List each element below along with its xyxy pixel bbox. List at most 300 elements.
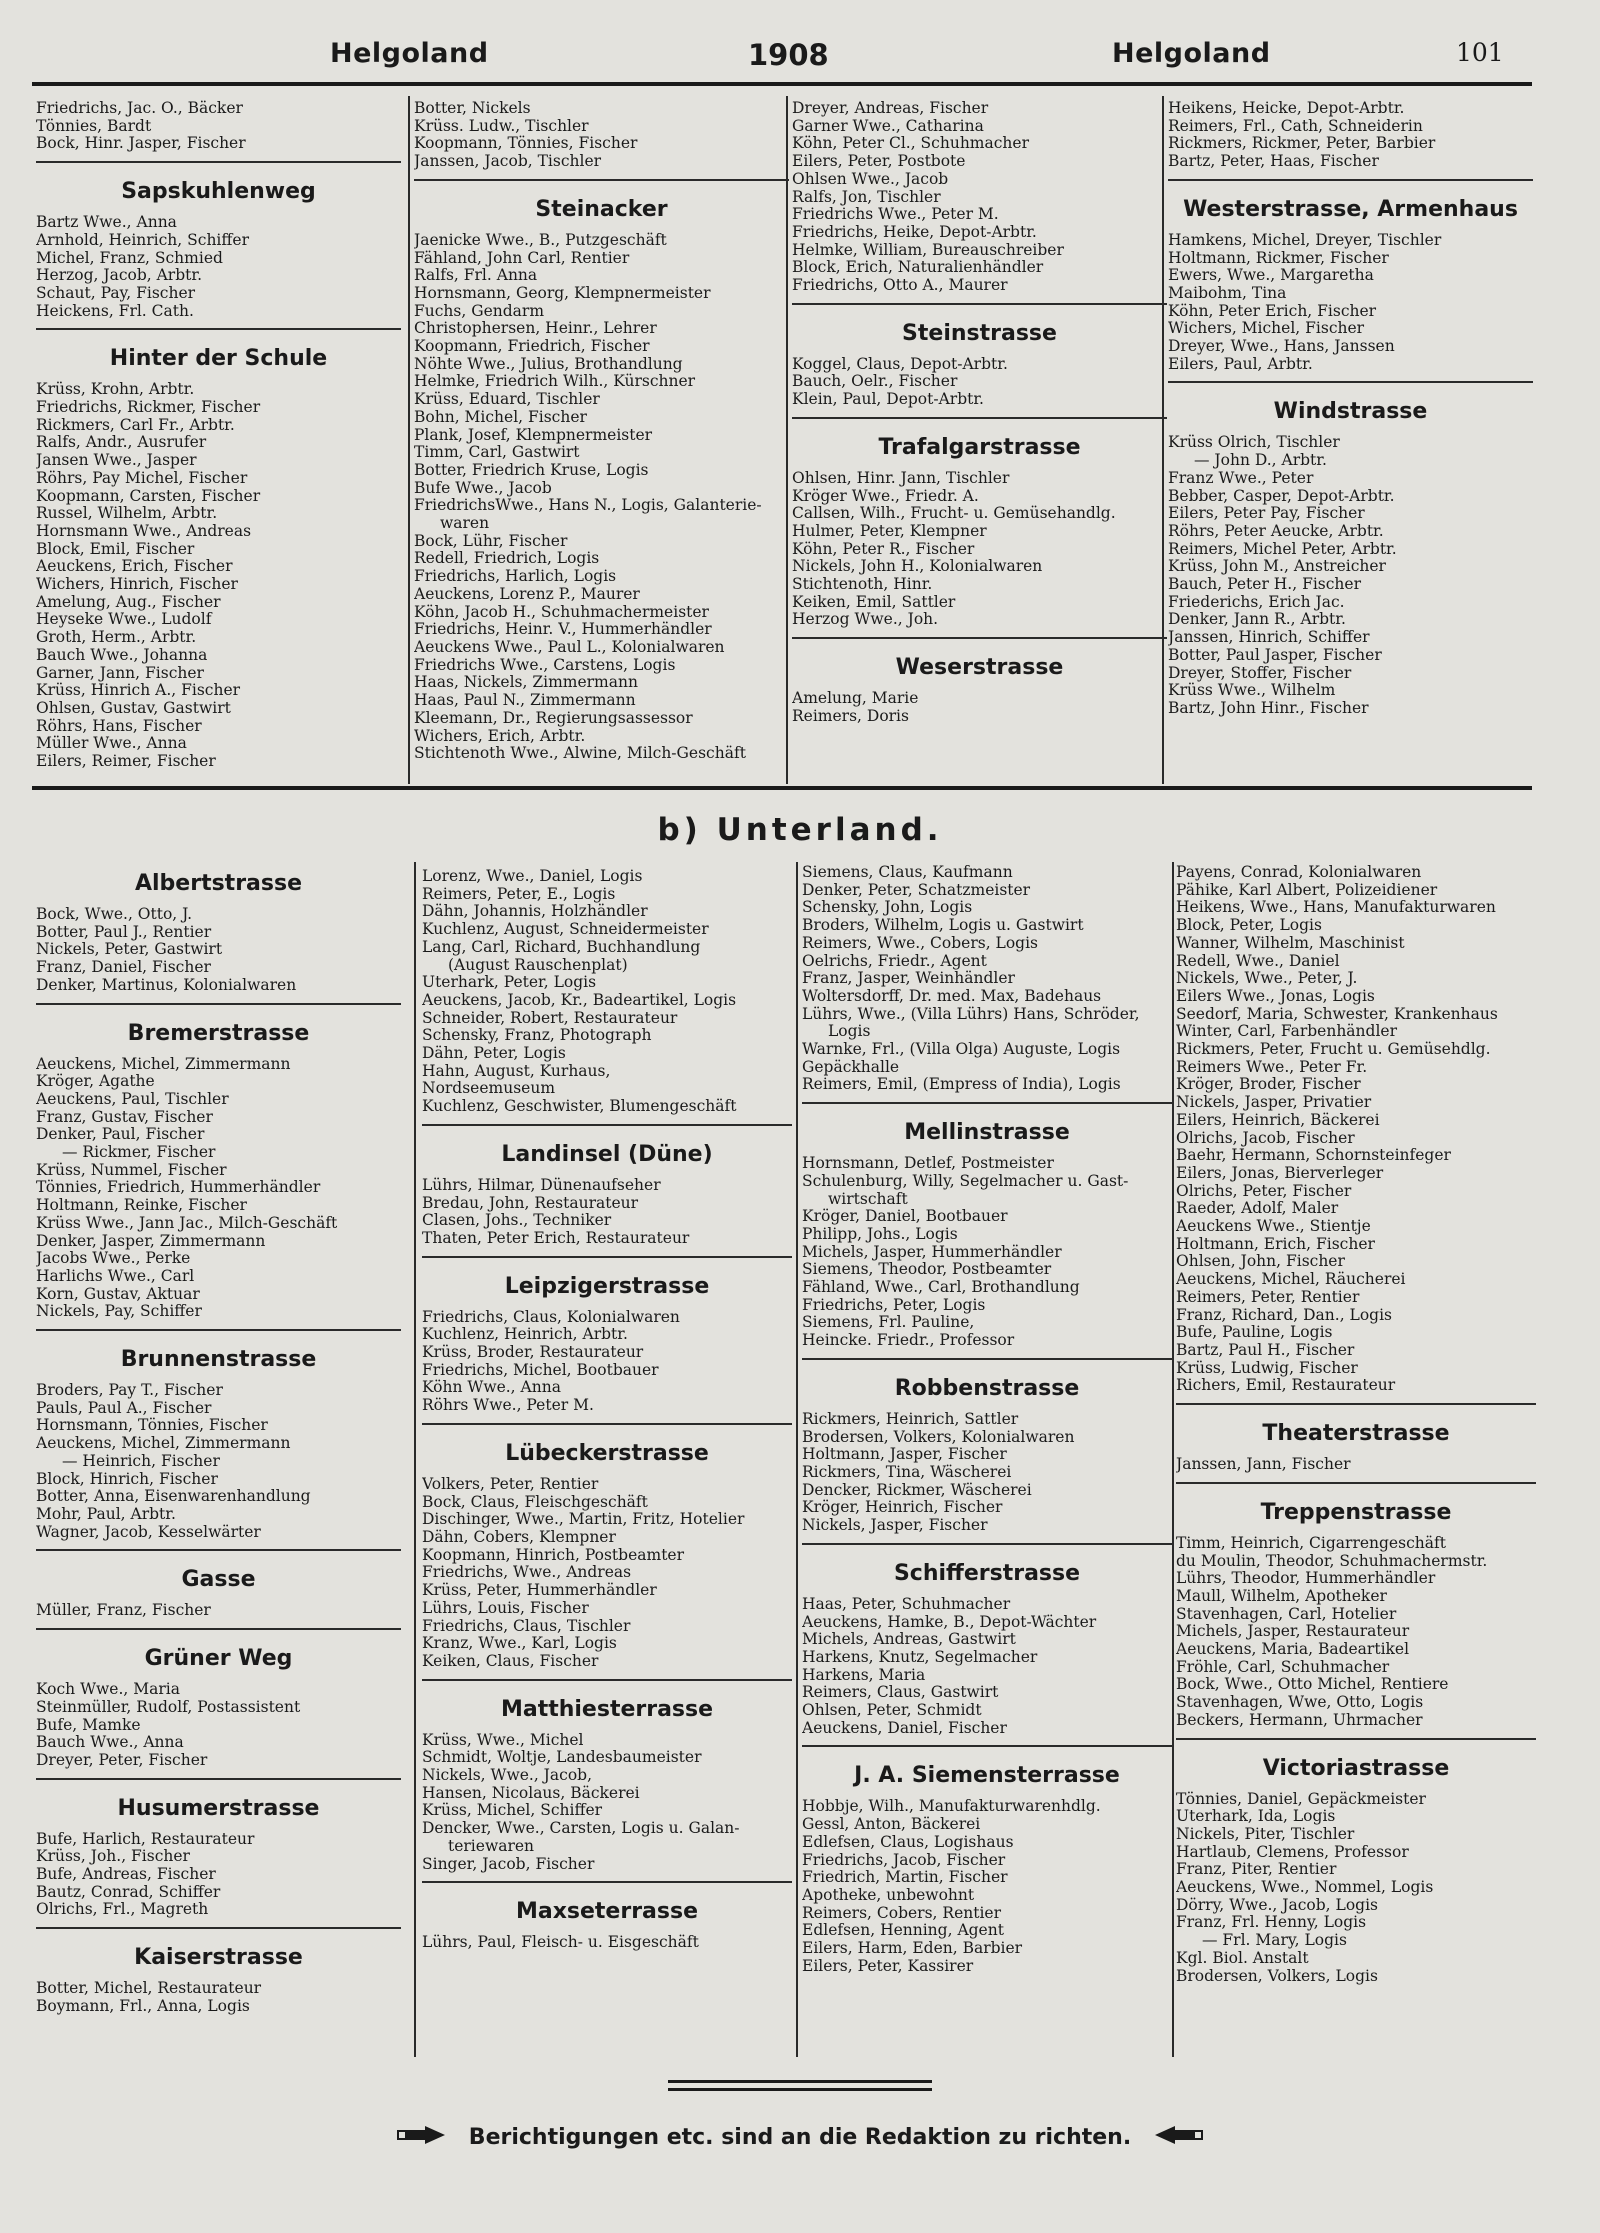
resident-entry: Janssen, Jann, Fischer (1176, 1456, 1351, 1474)
resident-entry: Korn, Gustav, Aktuar (36, 1285, 200, 1303)
resident-entry: Reimers, Michel Peter, Arbtr. (1168, 540, 1397, 558)
resident-entry: Gepäckhalle (802, 1058, 900, 1076)
street-section (802, 1376, 1172, 1545)
resident-entry: Krüss Ölrich, Tischler (1168, 434, 1340, 452)
pointing-hand-left-icon (1153, 2124, 1205, 2152)
resident-entry: Jacobs Wwe., Perke (36, 1250, 191, 1268)
resident-entry: Rickmers, Rickmer, Peter, Barbier (1168, 135, 1436, 153)
resident-entry: Dreyer, Peter, Fischer (36, 1751, 208, 1769)
resident-list (422, 1177, 792, 1248)
resident-entry: Friedrichs, Rickmer, Fischer (36, 399, 261, 417)
resident-entry: Thaten, Peter Erich, Restaurateur (422, 1229, 690, 1247)
resident-entry: Hobbje, Wilh., Manufakturwarenhdlg. (802, 1798, 1101, 1816)
resident-entry: Hulmer, Peter, Klempner (792, 522, 987, 540)
resident-list (1168, 434, 1533, 717)
street-section (36, 100, 401, 163)
resident-entry: Hansen, Nicolaus, Bäckerei (422, 1784, 640, 1802)
upper-column-1 (36, 100, 401, 785)
street-section (36, 871, 401, 1005)
resident-list (1176, 1535, 1536, 1730)
resident-list (792, 470, 1167, 629)
resident-entry: Bauch, Peter H., Fischer (1168, 576, 1361, 594)
resident-entry: Eilers, Paul, Arbtr. (1168, 355, 1313, 373)
resident-entry: Botter, Nickels (414, 100, 531, 117)
resident-entry: Schneider, Robert, Restaurateur (422, 1009, 678, 1027)
street-section (422, 1142, 792, 1258)
resident-entry: Aeuckens, Lorenz P., Maurer (414, 585, 640, 603)
resident-list (36, 1831, 401, 1920)
lower-column-3 (802, 864, 1172, 2064)
resident-entry: Boymann, Frl., Anna, Logis (36, 1997, 250, 2015)
resident-entry: Bufe, Mamke (36, 1716, 141, 1734)
resident-entry: Botter, Friedrich Kruse, Logis (414, 461, 649, 479)
resident-entry: Koopmann, Tönnies, Fischer (414, 135, 638, 153)
street-heading: J. A. Siemensterrasse (854, 1763, 1120, 1789)
resident-entry: Heincke. Friedr., Professor (802, 1332, 1015, 1350)
resident-entry: Botter, Michel, Restaurateur (36, 1980, 262, 1998)
resident-entry: Bebber, Casper, Depot-Arbtr. (1168, 487, 1395, 505)
resident-entry: Redell, Wwe., Daniel (1176, 952, 1340, 970)
header-year: 1908 (748, 38, 829, 72)
resident-entry: Franz, Piter, Rentier (1176, 1861, 1337, 1879)
resident-entry: Hornsmann, Georg, Klempnermeister (414, 284, 711, 302)
resident-entry: Franz, Richard, Dan., Logis (1176, 1306, 1393, 1324)
pointing-hand-right-icon (395, 2124, 447, 2152)
resident-entry: Tönnies, Bardt (36, 117, 152, 135)
resident-entry: Röhrs, Hans, Fischer (36, 717, 202, 735)
resident-entry: Eilers, Peter, Kassirer (802, 1957, 974, 1975)
resident-list (1168, 232, 1533, 374)
resident-list (1176, 864, 1536, 1395)
resident-entry: Krüss Wwe., Wilhelm (1168, 682, 1336, 700)
resident-entry: Timm, Heinrich, Cigarrengeschäft (1176, 1534, 1446, 1552)
resident-entry: Friedrichs, Claus, Tischler (422, 1617, 631, 1635)
resident-entry: Kleemann, Dr., Regierungsassessor (414, 709, 693, 727)
resident-entry: Friedrichs Wwe., Carstens, Logis (414, 656, 676, 674)
resident-entry: Krüss, Peter, Hummerhändler (422, 1582, 657, 1600)
section-rule (422, 1679, 792, 1681)
resident-entry: Aeuckens, Jacob, Kr., Badeartikel, Logis (422, 991, 737, 1009)
street-section (1168, 100, 1533, 181)
resident-entry: Bredau, John, Restaurateur (422, 1194, 639, 1212)
resident-entry: Nickels, Peter, Gastwirt (36, 941, 223, 959)
resident-entry: Koopmann, Friedrich, Fischer (414, 338, 650, 356)
street-heading: Husumerstrasse (117, 1795, 320, 1821)
resident-entry: Bartz, Peter, Haas, Fischer (1168, 153, 1379, 171)
upper-divider-1 (408, 96, 410, 784)
resident-entry: Rickmers, Carl Fr., Arbtr. (36, 416, 235, 434)
resident-entry: Harkens, Maria (802, 1666, 926, 1684)
resident-entry: Aeuckens, Michel, Zimmermann (36, 1435, 291, 1453)
section-rule (414, 179, 789, 181)
resident-entry: Aeuckens Wwe., Paul L., Kolonialwaren (414, 638, 725, 656)
street-heading: Grüner Weg (144, 1646, 293, 1672)
resident-entry: Schmidt, Woltje, Landesbaumeister (422, 1749, 702, 1767)
resident-list (1168, 100, 1533, 171)
resident-entry: Friedrichs, Peter, Logis (802, 1296, 986, 1314)
resident-entry: Haas, Nickels, Zimmermann (414, 674, 638, 692)
resident-entry: Jaenicke Wwe., B., Putzgeschäft (414, 231, 667, 249)
resident-entry: Haas, Paul N., Zimmermann (414, 692, 636, 710)
resident-entry: Maibohm, Tina (1168, 284, 1287, 302)
street-section (1176, 864, 1536, 1405)
resident-entry: Rickmers, Tina, Wäscherei (802, 1463, 1012, 1481)
resident-entry: Nickels, Jasper, Fischer (802, 1517, 988, 1535)
street-heading: Windstrasse (1273, 399, 1428, 425)
resident-list (792, 100, 1167, 295)
street-heading: Robbenstrasse (894, 1375, 1080, 1401)
resident-entry: Koopmann, Carsten, Fischer (36, 487, 261, 505)
resident-entry: Holtmann, Rickmer, Fischer (1168, 249, 1389, 267)
resident-entry: du Moulin, Theodor, Schuhmachermstr. (1176, 1552, 1488, 1570)
section-rule (422, 1124, 792, 1126)
section-rule (36, 328, 401, 330)
resident-entry: Baehr, Hermann, Schornsteinfeger (1176, 1147, 1451, 1165)
resident-entry: Nickels, Wwe., Peter, J. (1176, 970, 1358, 988)
resident-entry: (August Rauschenplat) (448, 956, 628, 974)
resident-entry: Röhrs, Peter Aeucke, Arbtr. (1168, 522, 1384, 540)
resident-list (36, 381, 401, 770)
resident-entry: Block, Hinrich, Fischer (36, 1470, 218, 1488)
street-section (792, 655, 1167, 725)
bottom-rule-bottom (668, 2088, 932, 2091)
section-rule (422, 1256, 792, 1258)
resident-entry: Janssen, Jacob, Tischler (414, 153, 602, 171)
street-section (422, 1441, 792, 1681)
resident-entry: Apotheke, unbewohnt (802, 1886, 975, 1904)
resident-entry: Reimers, Cobers, Rentier (802, 1904, 1001, 1922)
resident-entry: Bautz, Conrad, Schiffer (36, 1883, 221, 1901)
resident-entry: Dischinger, Wwe., Martin, Fritz, Hotelier (422, 1511, 745, 1529)
resident-entry: Bartz, John Hinr., Fischer (1168, 699, 1369, 717)
section-rule (1176, 1738, 1536, 1740)
street-heading: Albertstrasse (134, 871, 303, 896)
street-section (1176, 1421, 1536, 1484)
resident-entry: Denker, Jann R., Arbtr. (1168, 611, 1346, 629)
street-heading: Trafalgarstrasse (878, 434, 1081, 460)
resident-entry: Kröger, Daniel, Bootbauer (802, 1208, 1008, 1226)
section-rule (802, 1543, 1172, 1545)
lower-divider-2 (796, 862, 798, 2057)
resident-entry: Lührs, Paul, Fleisch- u. Eisgeschäft (422, 1934, 699, 1952)
resident-list (36, 906, 401, 995)
resident-entry: Timm, Carl, Gastwirt (414, 444, 580, 462)
street-section (1176, 1756, 1536, 1986)
resident-entry: Reimers Wwe., Peter Fr. (1176, 1058, 1368, 1076)
resident-entry: Franz, Gustav, Fischer (36, 1108, 213, 1126)
resident-entry: Köhn, Peter R., Fischer (792, 540, 975, 558)
resident-entry: Schensky, Franz, Photograph (422, 1027, 652, 1045)
resident-entry: Bock, Claus, Fleischgeschäft (422, 1493, 648, 1511)
resident-entry: Ölrichs, Peter, Fischer (1176, 1182, 1352, 1200)
section-rule (792, 417, 1167, 419)
footer-note (0, 2124, 1600, 2152)
resident-entry: Klein, Paul, Depot-Arbtr. (792, 391, 984, 409)
resident-entry: Ohlsen, Gustav, Gastwirt (36, 699, 231, 717)
street-heading: Kaiserstrasse (134, 1945, 303, 1971)
resident-list (36, 1980, 401, 2015)
resident-entry: Dörry, Wwe., Jacob, Logis (1176, 1896, 1378, 1914)
resident-entry: Köhn, Peter Cl., Schuhmacher (792, 135, 1029, 153)
resident-entry: Lorenz, Wwe., Daniel, Logis (422, 868, 643, 885)
resident-entry: Köhn, Jacob H., Schuhmachermeister (414, 603, 709, 621)
resident-entry: Krüss, Krohn, Arbtr. (36, 381, 195, 399)
resident-entry: Lang, Carl, Richard, Buchhandlung (422, 938, 701, 956)
resident-entry: Wichers, Hinrich, Fischer (36, 576, 238, 594)
resident-entry: Wanner, Wilhelm, Maschinist (1176, 934, 1405, 952)
resident-entry: Harkens, Knutz, Segelmacher (802, 1648, 1038, 1666)
resident-entry: Rickmers, Peter, Frucht u. Gemüsehdlg. (1176, 1041, 1491, 1059)
resident-entry: Krüss, Broder, Restaurateur (422, 1344, 644, 1362)
resident-entry: Friedrichs, Heinr. V., Hummerhändler (414, 621, 712, 639)
resident-entry: Ralfs, Jon, Tischler (792, 188, 941, 206)
resident-entry: Ohlsen, Peter, Schmidt (802, 1702, 982, 1720)
resident-entry: Amelung, Aug., Fischer (36, 593, 221, 611)
upper-column-3 (792, 100, 1167, 785)
resident-entry: Dreyer, Wwe., Hans, Janssen (1168, 338, 1395, 356)
street-section (422, 1697, 792, 1884)
upper-column-4 (1168, 100, 1533, 785)
resident-entry: Rickmers, Heinrich, Sattler (802, 1410, 1019, 1428)
resident-entry: Schaut, Pay, Fischer (36, 284, 196, 302)
resident-entry: Maull, Wilhelm, Apotheker (1176, 1587, 1387, 1605)
street-section (414, 100, 789, 181)
resident-list (802, 1596, 1172, 1738)
lower-divider-3 (1172, 862, 1174, 2057)
resident-entry: Krüss, Hinrich A., Fischer (36, 682, 241, 700)
street-heading: Lübeckerstrasse (505, 1440, 709, 1466)
resident-entry: Siemens, Claus, Kaufmann (802, 864, 1013, 881)
resident-entry: Kuchlenz, August, Schneidermeister (422, 921, 709, 939)
resident-entry: Fuchs, Gendarm (414, 302, 545, 320)
street-section (802, 1120, 1172, 1360)
resident-entry: Schensky, John, Logis (802, 899, 973, 917)
resident-entry: Keiken, Emil, Sattler (792, 593, 956, 611)
resident-entry: Friedrichs, Michel, Bootbauer (422, 1361, 659, 1379)
street-heading: Brunnenstrasse (120, 1347, 317, 1373)
resident-entry: Brodersen, Volkers, Logis (1176, 1967, 1378, 1985)
resident-entry: Kröger, Agathe (36, 1073, 155, 1091)
street-section (36, 1646, 401, 1780)
resident-entry: Franz, Daniel, Fischer (36, 959, 211, 977)
resident-entry: Uterhark, Ida, Logis (1176, 1808, 1336, 1826)
resident-entry: Gessl, Anton, Bäckerei (802, 1816, 981, 1834)
street-heading: Treppenstrasse (1260, 1499, 1452, 1525)
resident-entry: Ohlsen, Hinr. Jann, Tischler (792, 469, 1010, 487)
section-rule (1168, 179, 1533, 181)
resident-entry: Franz Wwe., Peter (1168, 469, 1314, 487)
resident-entry: Friedrich, Martin, Fischer (802, 1869, 1008, 1887)
resident-entry: Amelung, Marie (792, 690, 919, 708)
resident-list (414, 100, 789, 171)
street-section (1176, 1500, 1536, 1740)
resident-entry: Bock, Wwe., Otto Michel, Rentiere (1176, 1676, 1449, 1694)
header-left-title: Helgoland (330, 38, 489, 69)
section-subtitle: b) Unterland. (657, 812, 943, 848)
resident-entry: Lührs, Wwe., (Villa Lührs) Hans, Schröder, (802, 1005, 1140, 1023)
resident-entry: Ralfs, Frl. Anna (414, 267, 538, 285)
resident-entry: Botter, Anna, Eisenwarenhandlung (36, 1488, 311, 1506)
resident-entry: Reimers, Peter, Rentier (1176, 1288, 1360, 1306)
resident-entry: Russel, Wilhelm, Arbtr. (36, 505, 218, 523)
resident-entry: Singer, Jacob, Fischer (422, 1855, 595, 1873)
section-rule (422, 1423, 792, 1425)
section-rule (36, 1003, 401, 1005)
resident-entry: Volkers, Peter, Rentier (422, 1475, 599, 1493)
section-rule (802, 1102, 1172, 1104)
resident-entry: Friedrichs, Claus, Kolonialwaren (422, 1308, 680, 1326)
street-section (36, 1567, 401, 1630)
resident-entry: Lührs, Hilmar, Dünenaufseher (422, 1176, 661, 1194)
resident-entry: Heyseke Wwe., Ludolf (36, 611, 212, 629)
resident-entry: Holtmann, Reinke, Fischer (36, 1197, 247, 1215)
resident-entry: Friedrichs, Heike, Depot-Arbtr. (792, 223, 1037, 241)
resident-list (792, 690, 1167, 725)
resident-entry: Stichtenoth Wwe., Alwine, Milch-Geschäft (414, 745, 746, 763)
resident-entry: Krüss, Ludwig, Fischer (1176, 1359, 1358, 1377)
resident-entry: Janssen, Hinrich, Schiffer (1168, 629, 1370, 647)
resident-entry: Hahn, August, Kurhaus, (422, 1062, 611, 1080)
resident-entry: Kgl. Biol. Anstalt (1176, 1949, 1309, 1967)
resident-entry: Müller, Franz, Fischer (36, 1602, 211, 1620)
street-heading: Maxseterrasse (515, 1899, 699, 1925)
header-rule (32, 82, 1532, 86)
resident-entry: Fröhle, Carl, Schuhmacher (1176, 1658, 1390, 1676)
resident-entry: Schulenburg, Willy, Segelmacher u. Gast- (802, 1172, 1129, 1190)
resident-entry: Broders, Wilhelm, Logis u. Gastwirt (802, 917, 1084, 935)
resident-entry: Bufe Wwe., Jacob (414, 479, 552, 497)
resident-entry: Wichers, Michel, Fischer (1168, 320, 1365, 338)
street-heading: Schifferstrasse (893, 1560, 1081, 1586)
resident-entry: Eilers, Peter Pay, Fischer (1168, 505, 1365, 523)
resident-entry: Nickels, Wwe., Jacob, (422, 1767, 593, 1785)
resident-entry: Bufe, Harlich, Restaurateur (36, 1830, 255, 1848)
resident-list (1176, 1791, 1536, 1986)
resident-entry: Beckers, Hermann, Uhrmacher (1176, 1711, 1423, 1729)
footer-text: Berichtigungen etc. sind an die Redaktion zu richten. (468, 2125, 1132, 2150)
resident-entry: Botter, Paul Jasper, Fischer (1168, 646, 1382, 664)
resident-entry: Reimers, Emil, (Empress of India), Logis (802, 1076, 1121, 1094)
street-heading: Victoriastrasse (1262, 1755, 1450, 1781)
resident-entry: Dähn, Peter, Logis (422, 1045, 566, 1063)
resident-entry: Steinmüller, Rudolf, Postassistent (36, 1698, 301, 1716)
resident-entry: Nickels, Piter, Tischler (1176, 1825, 1355, 1843)
resident-list (414, 232, 789, 763)
resident-entry: Aeuckens, Maria, Badeartikel (1176, 1641, 1410, 1659)
resident-entry: Stavenhagen, Carl, Hotelier (1176, 1605, 1397, 1623)
resident-entry: Friedrichs, Wwe., Andreas (422, 1564, 632, 1582)
section-rule (802, 1745, 1172, 1747)
resident-list (802, 1411, 1172, 1535)
resident-entry: Reimers, Wwe., Cobers, Logis (802, 934, 1039, 952)
resident-entry: Siemens, Frl. Pauline, (802, 1314, 975, 1332)
resident-entry: Bock, Lühr, Fischer (414, 532, 568, 550)
resident-entry: Philipp, Johs., Logis (802, 1225, 958, 1243)
street-section (1168, 197, 1533, 384)
resident-entry: Reimers, Frl., Cath, Schneiderin (1168, 117, 1423, 135)
resident-entry: Lührs, Louis, Fischer (422, 1599, 589, 1617)
resident-entry: Eilers Wwe., Jonas, Logis (1176, 987, 1375, 1005)
street-section (36, 1021, 401, 1332)
resident-entry: Pähike, Karl Albert, Polizeidiener (1176, 881, 1438, 899)
resident-entry: Bartz Wwe., Anna (36, 214, 177, 232)
resident-entry: Herzog Wwe., Joh. (792, 611, 939, 629)
resident-entry: Michels, Jasper, Restaurateur (1176, 1623, 1410, 1641)
resident-list (36, 214, 401, 320)
resident-entry: Botter, Paul J., Rentier (36, 923, 212, 941)
resident-entry: Arnhold, Heinrich, Schiffer (36, 231, 249, 249)
resident-entry: Reimers, Doris (792, 707, 909, 725)
resident-entry: Block, Peter, Logis (1176, 917, 1322, 935)
resident-entry: Ölrichs, Jacob, Fischer (1176, 1129, 1355, 1147)
resident-entry: Ralfs, Andr., Ausrufer (36, 434, 207, 452)
resident-entry: Fähland, Wwe., Carl, Brothandlung (802, 1279, 1080, 1297)
street-heading: Hinter der Schule (109, 346, 328, 372)
resident-entry: Bufe, Pauline, Logis (1176, 1324, 1333, 1342)
street-section (792, 435, 1167, 639)
resident-entry: Haas, Peter, Schuhmacher (802, 1595, 1011, 1613)
bottom-rule-top (668, 2080, 932, 2083)
resident-entry: Mohr, Paul, Arbtr. (36, 1505, 176, 1523)
resident-entry: Callsen, Wilh., Frucht- u. Gemüsehandlg. (792, 505, 1116, 523)
resident-entry: Koggel, Claus, Depot-Arbtr. (792, 355, 1008, 373)
resident-entry: Dencker, Rickmer, Wäscherei (802, 1481, 1032, 1499)
resident-list (422, 868, 792, 1116)
resident-entry: Pauls, Paul A., Fischer (36, 1399, 212, 1417)
section-rule (802, 1358, 1172, 1360)
street-heading: Sapskuhlenweg (121, 179, 316, 205)
resident-entry: Friedrichs, Jac. O., Bäcker (36, 100, 243, 117)
resident-entry: Aeuckens, Michel, Zimmermann (36, 1055, 291, 1073)
resident-entry: Eilers, Jonas, Bierverleger (1176, 1164, 1384, 1182)
resident-entry: — John D., Arbtr. (1194, 452, 1327, 470)
resident-entry: Hornsmann Wwe., Andreas (36, 522, 252, 540)
resident-entry: Block, Erich, Naturalienhändler (792, 259, 1044, 277)
resident-entry: Holtmann, Erich, Fischer (1176, 1235, 1375, 1253)
street-section (36, 1796, 401, 1930)
resident-entry: Clasen, Johs., Techniker (422, 1212, 612, 1230)
resident-list (422, 1934, 792, 1952)
resident-entry: Aeuckens, Paul, Tischler (36, 1090, 229, 1108)
resident-entry: FriedrichsWwe., Hans N., Logis, Galanterie- (414, 497, 762, 515)
resident-entry: Kranz, Wwe., Karl, Logis (422, 1635, 617, 1653)
resident-entry: Koch Wwe., Maria (36, 1681, 180, 1699)
resident-entry: Tönnies, Friedrich, Hummerhändler (36, 1179, 321, 1197)
resident-entry: Kröger, Heinrich, Fischer (802, 1499, 1003, 1517)
street-heading: Gasse (181, 1567, 256, 1593)
resident-entry: Tönnies, Daniel, Gepäckmeister (1176, 1790, 1426, 1808)
section-rule (36, 1549, 401, 1551)
street-section (802, 864, 1172, 1104)
resident-list (36, 1382, 401, 1541)
resident-entry: Eilers, Harm, Eden, Barbier (802, 1940, 1023, 1958)
resident-entry: Richers, Emil, Restaurateur (1176, 1377, 1396, 1395)
resident-entry: Denker, Jasper, Zimmermann (36, 1232, 266, 1250)
resident-entry: Logis (828, 1023, 871, 1041)
resident-list (422, 1476, 792, 1671)
section-rule (36, 1329, 401, 1331)
resident-list (422, 1732, 792, 1874)
street-section (422, 1899, 792, 1952)
street-heading: Westerstrasse, Armenhaus (1183, 196, 1518, 222)
street-heading: Steinstrasse (902, 320, 1057, 346)
resident-entry: Redell, Friedrich, Logis (414, 550, 600, 568)
street-heading: Theaterstrasse (1262, 1421, 1450, 1447)
resident-entry: Siemens, Theodor, Postbeamter (802, 1261, 1052, 1279)
street-section (36, 1945, 401, 2015)
resident-entry: Nöhte Wwe., Julius, Brothandlung (414, 355, 683, 373)
resident-entry: Woltersdorff, Dr. med. Max, Badehaus (802, 987, 1102, 1005)
